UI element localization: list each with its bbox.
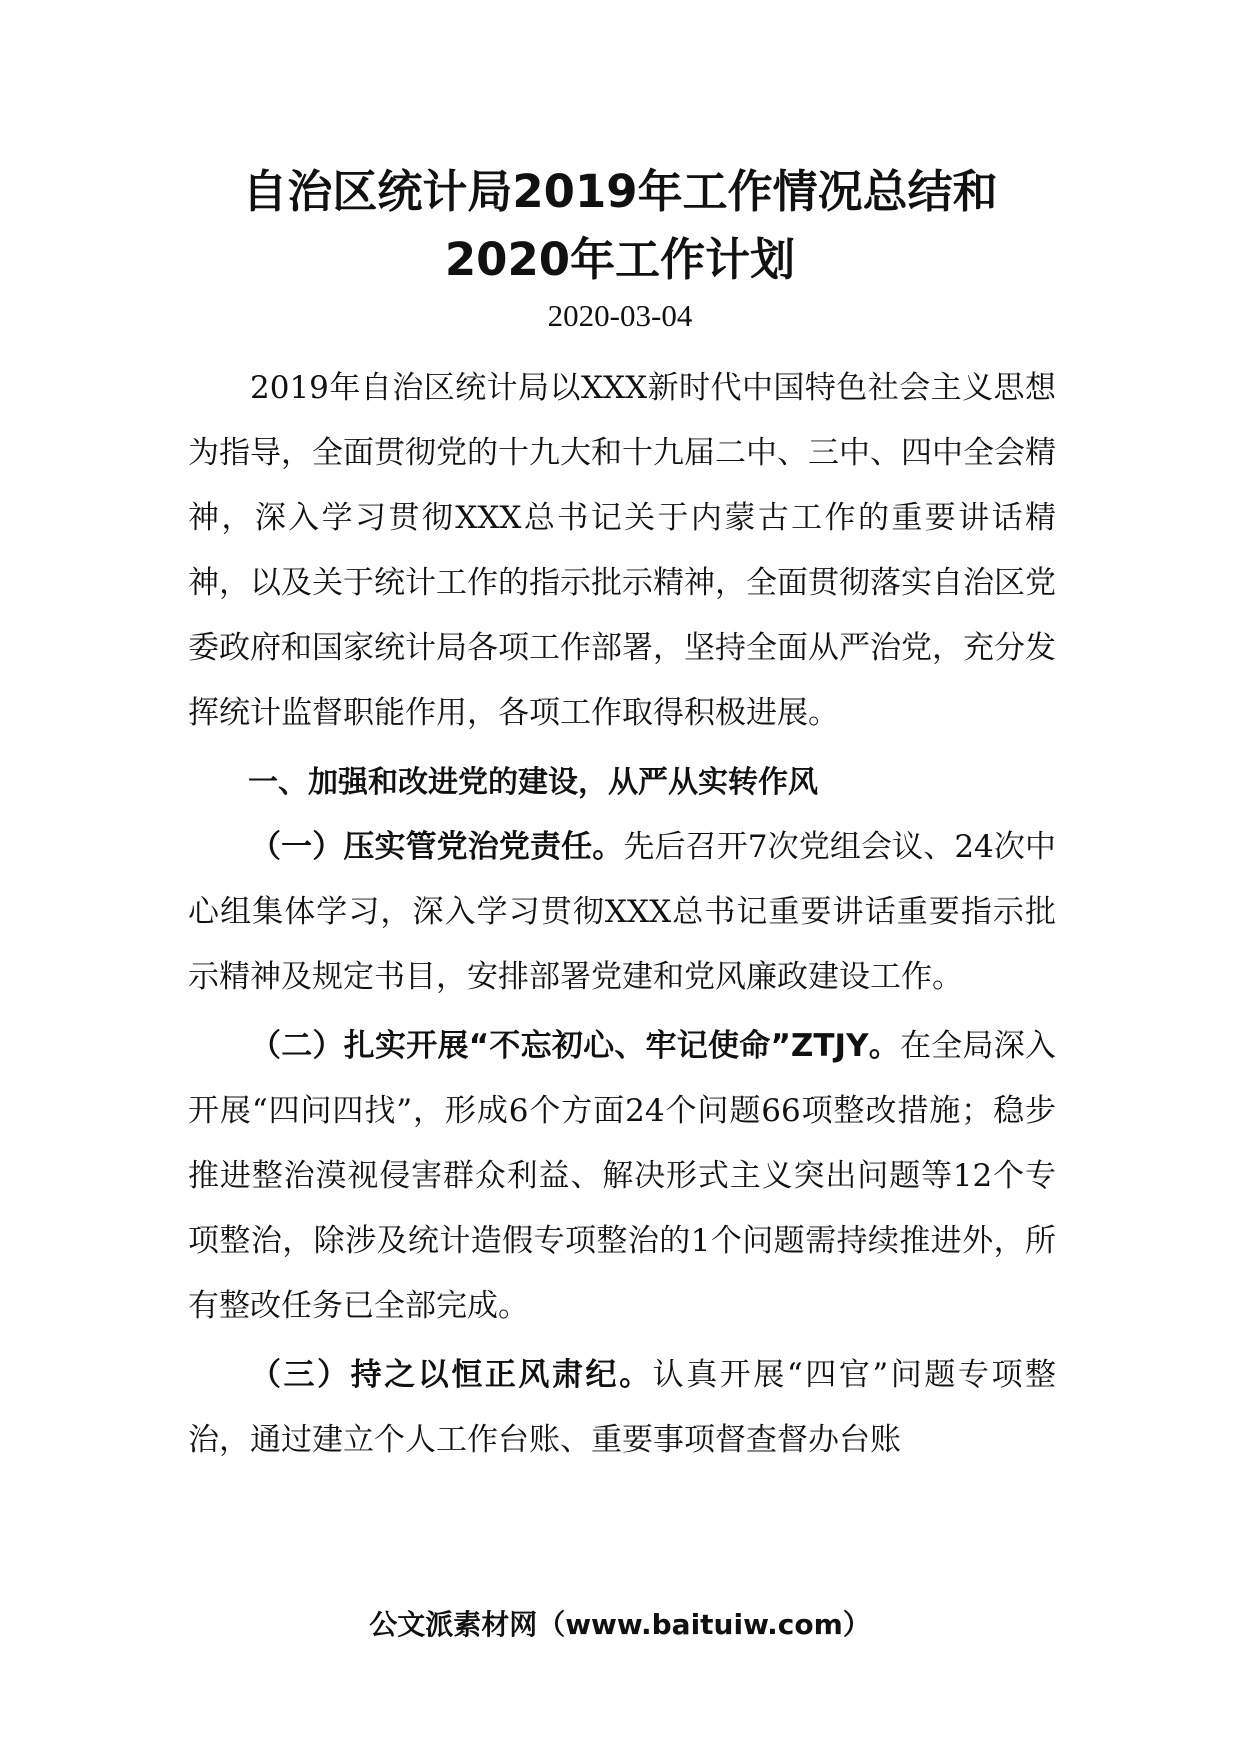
- paragraph-item-3: [188, 1343, 1056, 1473]
- item-1-text: 先后召开7次党组会议、24次中心组集体学习，深入学习贯彻XXX总书记重要讲话重要指示批示精神及规定书目，安排部署党建和党风廉政建设工作。: [188, 829, 1056, 995]
- item-3-lead: （三）持之以恒正风肃纪。: [250, 1357, 653, 1393]
- footer-watermark: 公文派素材网（www.baituiw.com）: [369, 1608, 871, 1641]
- item-2-lead: （二）扎实开展“不忘初心、牢记使命”ZTJY。: [250, 1028, 901, 1064]
- paragraph-item-2: [188, 1014, 1056, 1339]
- paragraph-item-1: [188, 815, 1056, 1010]
- item-1-lead: （一）压实管党治党责任。: [250, 829, 624, 865]
- document-date: 2020-03-04: [547, 298, 693, 333]
- document-body: [188, 356, 1056, 1473]
- item-3-text: 认真开展“四官”问题专项整治，通过建立个人工作台账、重要事项督查督办台账: [188, 1357, 1056, 1458]
- document-title: 自治区统计局2019年工作情况总结和2020年工作计划: [242, 165, 998, 286]
- section-heading-1: 一、加强和改进党的建设，从严从实转作风: [248, 765, 818, 800]
- intro-paragraph: 2019年自治区统计局以XXX新时代中国特色社会主义思想为指导，全面贯彻党的十九大和十九届二中、三中、四中全会精神，深入学习贯彻XXX总书记关于内蒙古工作的重要讲话精神，以及关于统计工作的指示批示精神，全面贯彻落实自治区党委政府和国家统计局各项工作部署，坚持全面从严治党，充分发挥统计监督职能作用，各项工作取得积极进展。: [188, 370, 1056, 731]
- item-2-text: 在全局深入开展“四问四找”，形成6个方面24个问题66项整改措施；稳步推进整治漠视侵害群众利益、解决形式主义突出问题等12个专项整治，除涉及统计造假专项整治的1个问题需持续推进外，所有整改任务已全部完成。: [188, 1028, 1056, 1324]
